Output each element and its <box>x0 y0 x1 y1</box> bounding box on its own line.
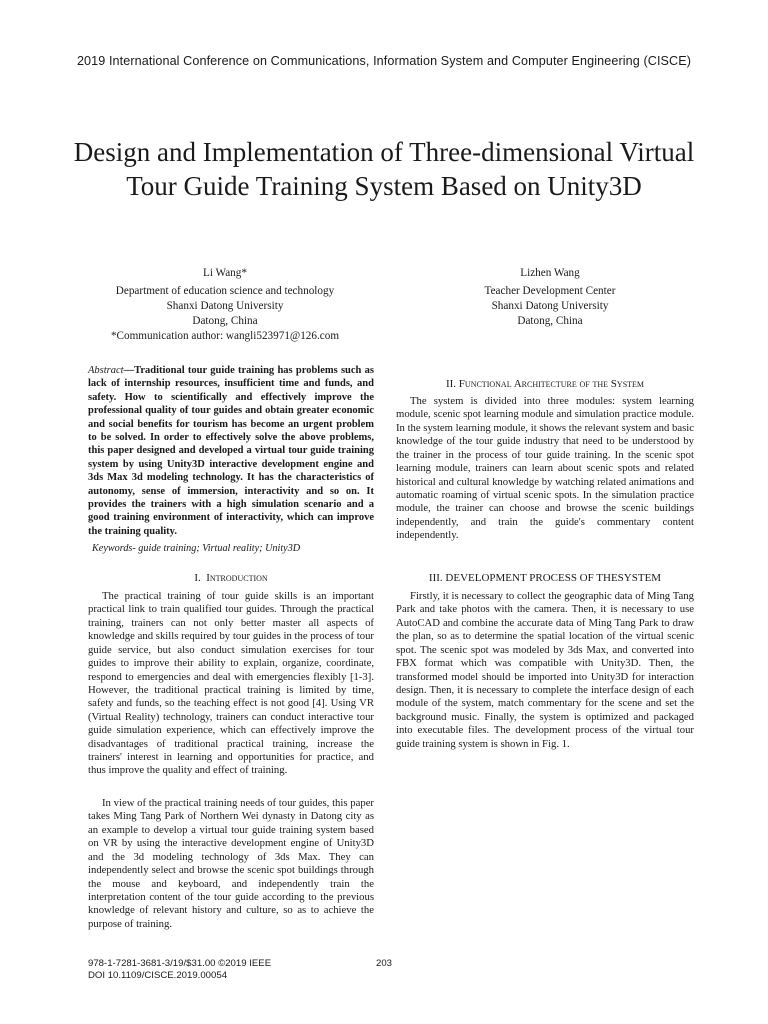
author-affiliation-line: Teacher Development Center <box>484 285 616 297</box>
footer-isbn: 978-1-7281-3681-3/19/$31.00 ©2019 IEEE <box>88 958 272 969</box>
author-email: *Communication author: wangli523971@126.com <box>110 330 340 342</box>
author-block-1 <box>70 266 380 344</box>
section-title: Functional Architecture of the System <box>458 378 645 390</box>
author-name: Li Wang* <box>203 267 247 279</box>
section-heading-introduction <box>88 572 374 584</box>
author-affiliation-line: Shanxi Datong University <box>491 300 609 312</box>
section-number: II. <box>445 378 457 390</box>
author-affiliation-line: Datong, China <box>517 315 583 327</box>
development-paragraph: Firstly, it is necessary to collect the geographic data of Ming Tang Park and take photos with the camera. Then, it is necessary to use AutoCAD and combine the accurate data of Ming Tang Park to draw the plan, so as to determine the spatial location of the virtual scenic spot. The scenic spot was modeled by 3ds Max, and converted into FBX format which was compatible with Unity3D. Then, the transformed model should be imported into Unity3D for interaction design. Then, it is necessary to complete the interface design of each module of the system, match commentary for the scene and set the background music. Finally, the system is optimized and packaged into executable files. The development process of the virtual tour guide training system is shown in Fig. 1. <box>396 590 694 750</box>
author-name: Lizhen Wang <box>520 267 580 279</box>
section-heading-development <box>396 572 694 584</box>
section-title: DEVELOPMENT PROCESS OF THESYSTEM <box>445 572 662 584</box>
section-heading-architecture <box>396 378 694 390</box>
author-affiliation-line: Datong, China <box>192 315 258 327</box>
paper-title: Design and Implementation of Three-dimensional Virtual Tour Guide Training System Based on Unity3D <box>73 137 695 201</box>
author-affiliation-line: Shanxi Datong University <box>166 300 284 312</box>
author-affiliation-line: Department of education science and technology <box>115 285 335 297</box>
page-number: 203 <box>375 958 392 969</box>
keywords: Keywords- guide training; Virtual reality; Unity3D <box>92 543 301 554</box>
author-block-2 <box>400 266 700 329</box>
section-number: I. <box>194 572 201 584</box>
abstract-text: —Traditional tour guide training has problems such as lack of internship resources, insufficient time and funds, and safety. How to scientifically and effectively improve the professional quality of tour guides and obtain greater economic and social benefits for tourism has become an urgent problem to be solved. In order to effectively solve the above problems, this paper designed and developed a virtual tour guide training system by using Unity3D interactive development engine and 3ds Max 3d modeling technology. It has the characteristics of autonomy, sense of immersion, interactivity and so on. It provides the trainers with a high simulation scenario and a good training environment of interactivity, which can improve the training quality. <box>88 365 374 537</box>
section-number: III. <box>428 572 443 584</box>
architecture-paragraph: The system is divided into three modules: system learning module, scenic spot learning module and simulation practice module. In the system learning module, it shows the relevant system and basic knowledge of the tour guide industry that need to be understood by the trainer in the process of tour guide training. In the scenic spot learning module, trainers can learn about scenic spots and related historical and cultural knowledge by watching related animations and automatic roaming of virtual scenic spots. In the simulation practice module, the trainer can choose and browse the scenic buildings independently, and train the guide's commentary content independently. <box>396 395 694 542</box>
footer-doi: DOI 10.1109/CISCE.2019.00054 <box>88 970 228 981</box>
conference-header: 2019 International Conference on Communications, Information System and Computer Engineering (CISCE) <box>76 54 692 68</box>
abstract-label: Abstract <box>88 365 124 376</box>
intro-paragraph-2: In view of the practical training needs of tour guides, this paper takes Ming Tang Park of Northern Wei dynasty in Datong city as an example to develop a virtual tour guide training system based on VR by using the interactive development engine of Unity3D and the 3d modeling technology of 3ds Max. They can independently select and browse the scenic spot buildings through the mouse and keyboard, and independently train the interpretation content of the tour guide according to the previous knowledge of relevant history and culture, so as to achieve the purpose of training. <box>88 797 374 930</box>
intro-paragraph-1: The practical training of tour guide skills is an important practical link to train qualified tour guides. Through the practical training, trainers can not only better master all aspects of knowledge and skills required by tour guides in the process of tour guide service, but also conduct simulation exercises for tour guides to improve their ability to explain, organize, coordinate, respond to emergencies and deal with emergencies flexibly [1-3]. However, the traditional practical training is limited by time, safety and funds, so the teaching effect is not good [4]. Using VR (Virtual Reality) technology, trainers can conduct interactive tour guide simulation experience, which can effectively improve the disadvantages of traditional practical training, increase the trainers' interest in learning and opportunities for practice, and thus improve the quality and effect of training. <box>88 590 374 777</box>
section-title: Introduction <box>206 572 268 584</box>
abstract <box>88 364 374 538</box>
